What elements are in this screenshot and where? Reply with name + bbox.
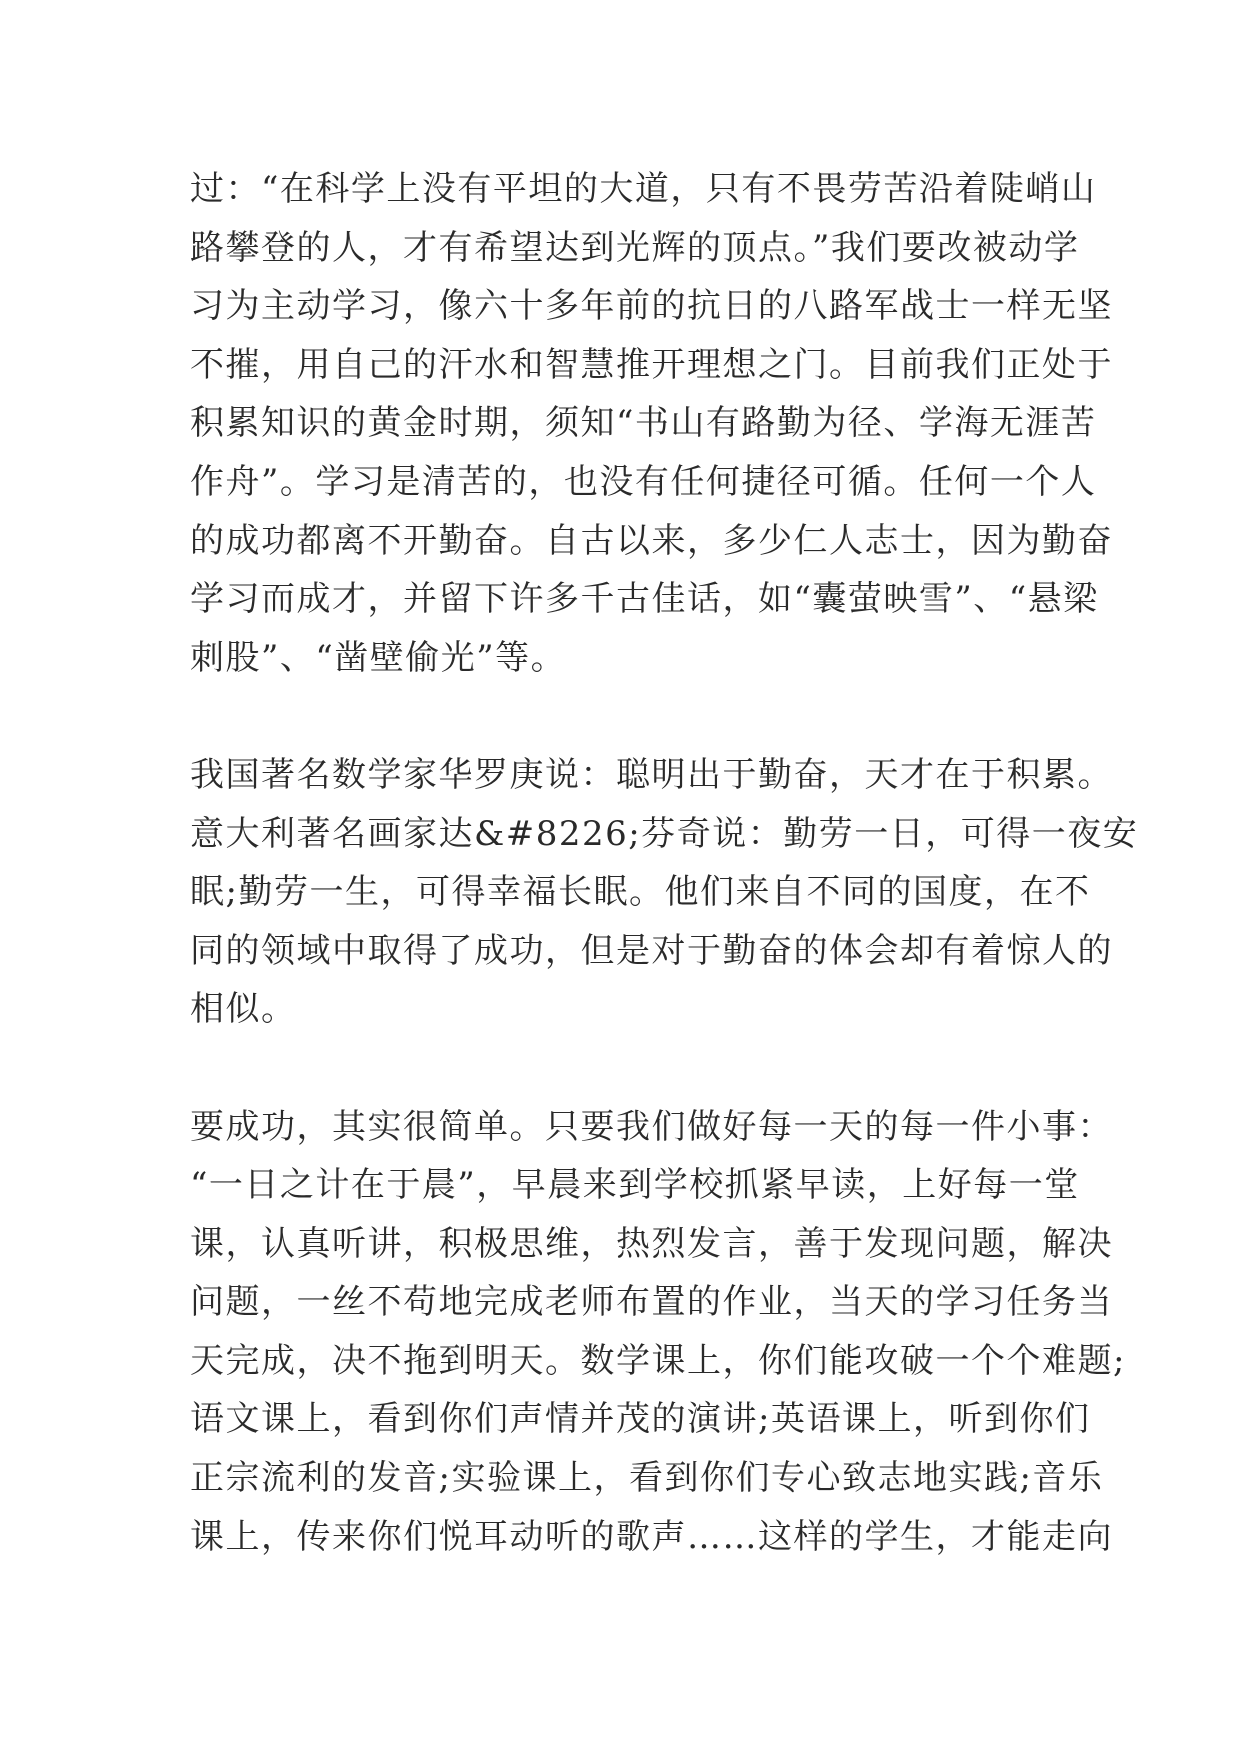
text-line: 相似。 — [190, 989, 297, 1030]
text-line: 过：“在科学上没有平坦的大道，只有不畏劳苦沿着陡峭山 — [190, 169, 1097, 209]
text-line: 的成功都离不开勤奋。自古以来，多少仁人志士，因为勤奋 — [190, 520, 1113, 561]
paragraph-2 — [190, 746, 1139, 1039]
text-line: 积累知识的黄金时期，须知“书山有路勤为径、学海无涯苦 — [190, 403, 1097, 444]
text-line: 要成功，其实很简单。只要我们做好每一天的每一件小事： — [190, 1106, 1113, 1147]
paragraph-1 — [190, 160, 1113, 687]
text-line: 眠;勤劳一生，可得幸福长眠。他们来自不同的国度，在不 — [190, 872, 1091, 913]
text-line: 意大利著名画家达&#8226;芬奇说：勤劳一日，可得一夜安 — [190, 813, 1139, 854]
paragraph-spacer — [190, 1039, 1070, 1098]
text-line: 天完成，决不拖到明天。数学课上，你们能攻破一个个难题; — [190, 1340, 1126, 1381]
text-line: 习为主动学习，像六十多年前的抗日的八路军战士一样无坚 — [190, 286, 1113, 327]
text-line: 问题，一丝不苟地完成老师布置的作业，当天的学习任务当 — [190, 1282, 1113, 1323]
text-line: 正宗流利的发音;实验课上，看到你们专心致志地实践;音乐 — [190, 1458, 1104, 1499]
text-line: 课上，传来你们悦耳动听的歌声……这样的学生，才能走向 — [190, 1516, 1113, 1557]
text-line: 学习而成才，并留下许多千古佳话，如“囊萤映雪”、“悬梁 — [190, 579, 1099, 620]
text-line: 课，认真听讲，积极思维，热烈发言，善于发现问题，解决 — [190, 1223, 1113, 1264]
document-body — [190, 160, 1139, 1566]
text-line: 刺股”、“凿壁偷光”等。 — [190, 637, 567, 678]
paragraph-spacer — [190, 687, 1070, 746]
text-line: 语文课上，看到你们声情并茂的演讲;英语课上，听到你们 — [190, 1399, 1091, 1440]
text-line: 我国著名数学家华罗庚说：聪明出于勤奋，天才在于积累。 — [190, 754, 1113, 795]
paragraph-3 — [190, 1098, 1126, 1567]
text-line: 作舟”。学习是清苦的，也没有任何捷径可循。任何一个人 — [190, 461, 1097, 502]
text-line: 不摧，用自己的汗水和智慧推开理想之门。目前我们正处于 — [190, 344, 1113, 385]
text-line: 同的领域中取得了成功，但是对于勤奋的体会却有着惊人的 — [190, 930, 1113, 971]
text-line: “一日之计在于晨”，早晨来到学校抓紧早读，上好每一堂 — [190, 1165, 1080, 1206]
text-line: 路攀登的人，才有希望达到光辉的顶点。”我们要改被动学 — [190, 227, 1080, 268]
